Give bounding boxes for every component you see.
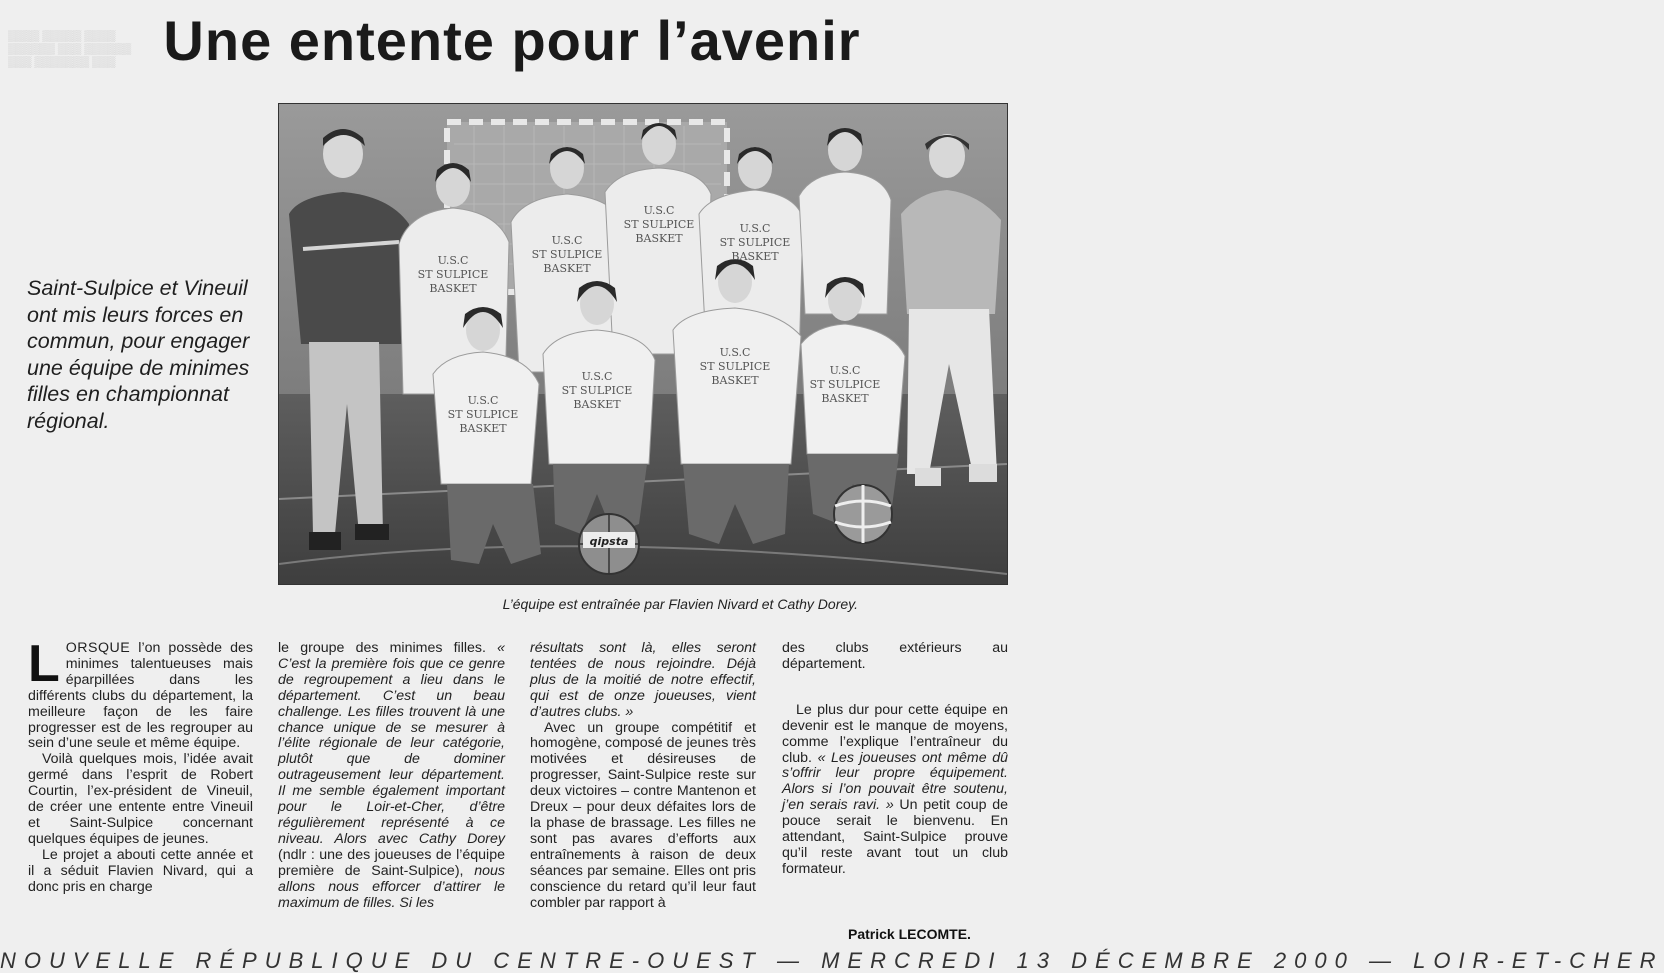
article-column-2: [278, 641, 505, 911]
svg-text:BASKET: BASKET: [573, 398, 621, 411]
paragraph-2: Voilà quelques mois, l’idée avait germé dans l’esprit de Robert Courtin, l’ex-président de Vineuil, de créer une entente entre Vineuil et Saint-Sulpice concernant quelques équipes de jeunes.: [28, 751, 253, 847]
photo-caption: L’équipe est entraînée par Flavien Nivard et Cathy Dorey.: [502, 596, 858, 612]
svg-text:U.S.C: U.S.C: [581, 370, 613, 383]
svg-text:BASKET: BASKET: [821, 392, 869, 405]
svg-text:ST SULPICE: ST SULPICE: [719, 236, 791, 249]
article-column-3: [530, 641, 756, 911]
svg-text:ST SULPICE: ST SULPICE: [447, 408, 519, 421]
team-photo: [278, 103, 1008, 585]
svg-text:BASKET: BASKET: [731, 250, 779, 263]
svg-text:ST SULPICE: ST SULPICE: [699, 360, 771, 373]
article-column-1: [28, 635, 253, 896]
paragraph-6: Avec un groupe compétitif et homogène, composé de jeunes très motivées et désireuses de progresser, Saint-Sulpice reste sur deux victoires – contre Mantenon et Dreux – pour deux défaites lors de la phase de brassage. Les filles ne sont pas avares d’efforts aux entraînements à raison de deux séances par semaine. Elles ont pris conscience du retard qu’il leur faut combler par rapport à: [530, 719, 756, 911]
svg-text:U.S.C: U.S.C: [467, 394, 499, 407]
drop-cap: L: [28, 635, 60, 693]
paragraph-1: LORSQUE l’on possède des minimes talentueuses mais éparpillées dans les différents clubs du département, la meilleure façon de les faire progresser est de les regrouper au sein d’une seule et même équipe.: [28, 635, 253, 752]
standfirst: Saint-Sulpice et Vineuil ont mis leurs forces en commun, pour engager une équipe de minimes filles en championnat régional.: [27, 276, 250, 433]
headline: Une entente pour l’avenir: [163, 9, 861, 72]
svg-text:BASKET: BASKET: [429, 282, 477, 295]
svg-text:ST SULPICE: ST SULPICE: [809, 378, 881, 391]
svg-text:BASKET: BASKET: [635, 232, 683, 245]
svg-text:ST SULPICE: ST SULPICE: [531, 248, 603, 261]
basketball-left: [579, 514, 639, 574]
bleed-through: ▒▒▒▒ ▒▒▒▒▒ ▒▒▒▒ ▒▒▒▒▒▒ ▒▒▒ ▒▒▒▒▒▒ ▒▒▒ ▒▒▒▒▒▒▒ ▒▒▒: [8, 30, 132, 68]
paragraph-4: le groupe des minimes filles. « C’est la première fois que ce genre de regroupement a lieu dans le département. C’est un beau challenge. Les filles trouvent là une chance unique de se mesurer à l’élite régionale de leur catégorie, plutôt que de dominer outrageusement leur département. Il me semble également important pour le Loir-et-Cher, d’être régulièrement représenté à ce niveau. Alors avec Cathy Dorey (ndlr : une des joueuses de l’équipe première de Saint-Sulpice), nous allons nous efforcer d’attirer le maximum de filles. Si les: [278, 640, 506, 911]
paragraph-7: des clubs extérieurs au département.: [782, 640, 1008, 672]
svg-text:qipsta: qipsta: [589, 535, 629, 548]
svg-text:U.S.C: U.S.C: [643, 204, 675, 217]
paragraph-5: résultats sont là, elles seront tentées de nous rejoindre. Déjà plus de la moitié de notre effectif, qui est de onze joueuses, vient d’autres clubs. »: [530, 640, 756, 720]
svg-text:ST SULPICE: ST SULPICE: [623, 218, 695, 231]
svg-text:BASKET: BASKET: [543, 262, 591, 275]
basketball-right: [834, 485, 892, 543]
svg-text:U.S.C: U.S.C: [739, 222, 771, 235]
svg-text:BASKET: BASKET: [711, 374, 759, 387]
svg-text:ST SULPICE: ST SULPICE: [561, 384, 633, 397]
svg-text:U.S.C: U.S.C: [719, 346, 751, 359]
byline: Patrick LECOMTE.: [848, 926, 971, 942]
svg-text:ST SULPICE: ST SULPICE: [417, 268, 489, 281]
article-column-4: [782, 641, 1008, 878]
paragraph-8: Le plus dur pour cette équipe en devenir est le manque de moyens, comme l’explique l’entraîneur du club. « Les joueuses ont même dû s’offrir leur propre équipement. Alors si l’on pouvait être soutenu, j’en serais ravi. » Un petit coup de pouce serait le bienvenu. En attendant, Saint-Sulpice prouve qu’il reste avant tout un club formateur.: [782, 701, 1009, 877]
svg-text:BASKET: BASKET: [459, 422, 507, 435]
svg-text:U.S.C: U.S.C: [551, 234, 583, 247]
paragraph-3: Le projet a abouti cette année et il a séduit Flavien Nivard, qui a donc pris en charge: [28, 846, 253, 895]
svg-text:U.S.C: U.S.C: [437, 254, 469, 267]
team-photo-illustration: [279, 104, 1007, 584]
newspaper-footer: NOUVELLE RÉPUBLIQUE DU CENTRE-OUEST — MERCREDI 13 DÉCEMBRE 2000 — LOIR-ET-CHER: [0, 948, 1664, 973]
svg-text:U.S.C: U.S.C: [829, 364, 861, 377]
